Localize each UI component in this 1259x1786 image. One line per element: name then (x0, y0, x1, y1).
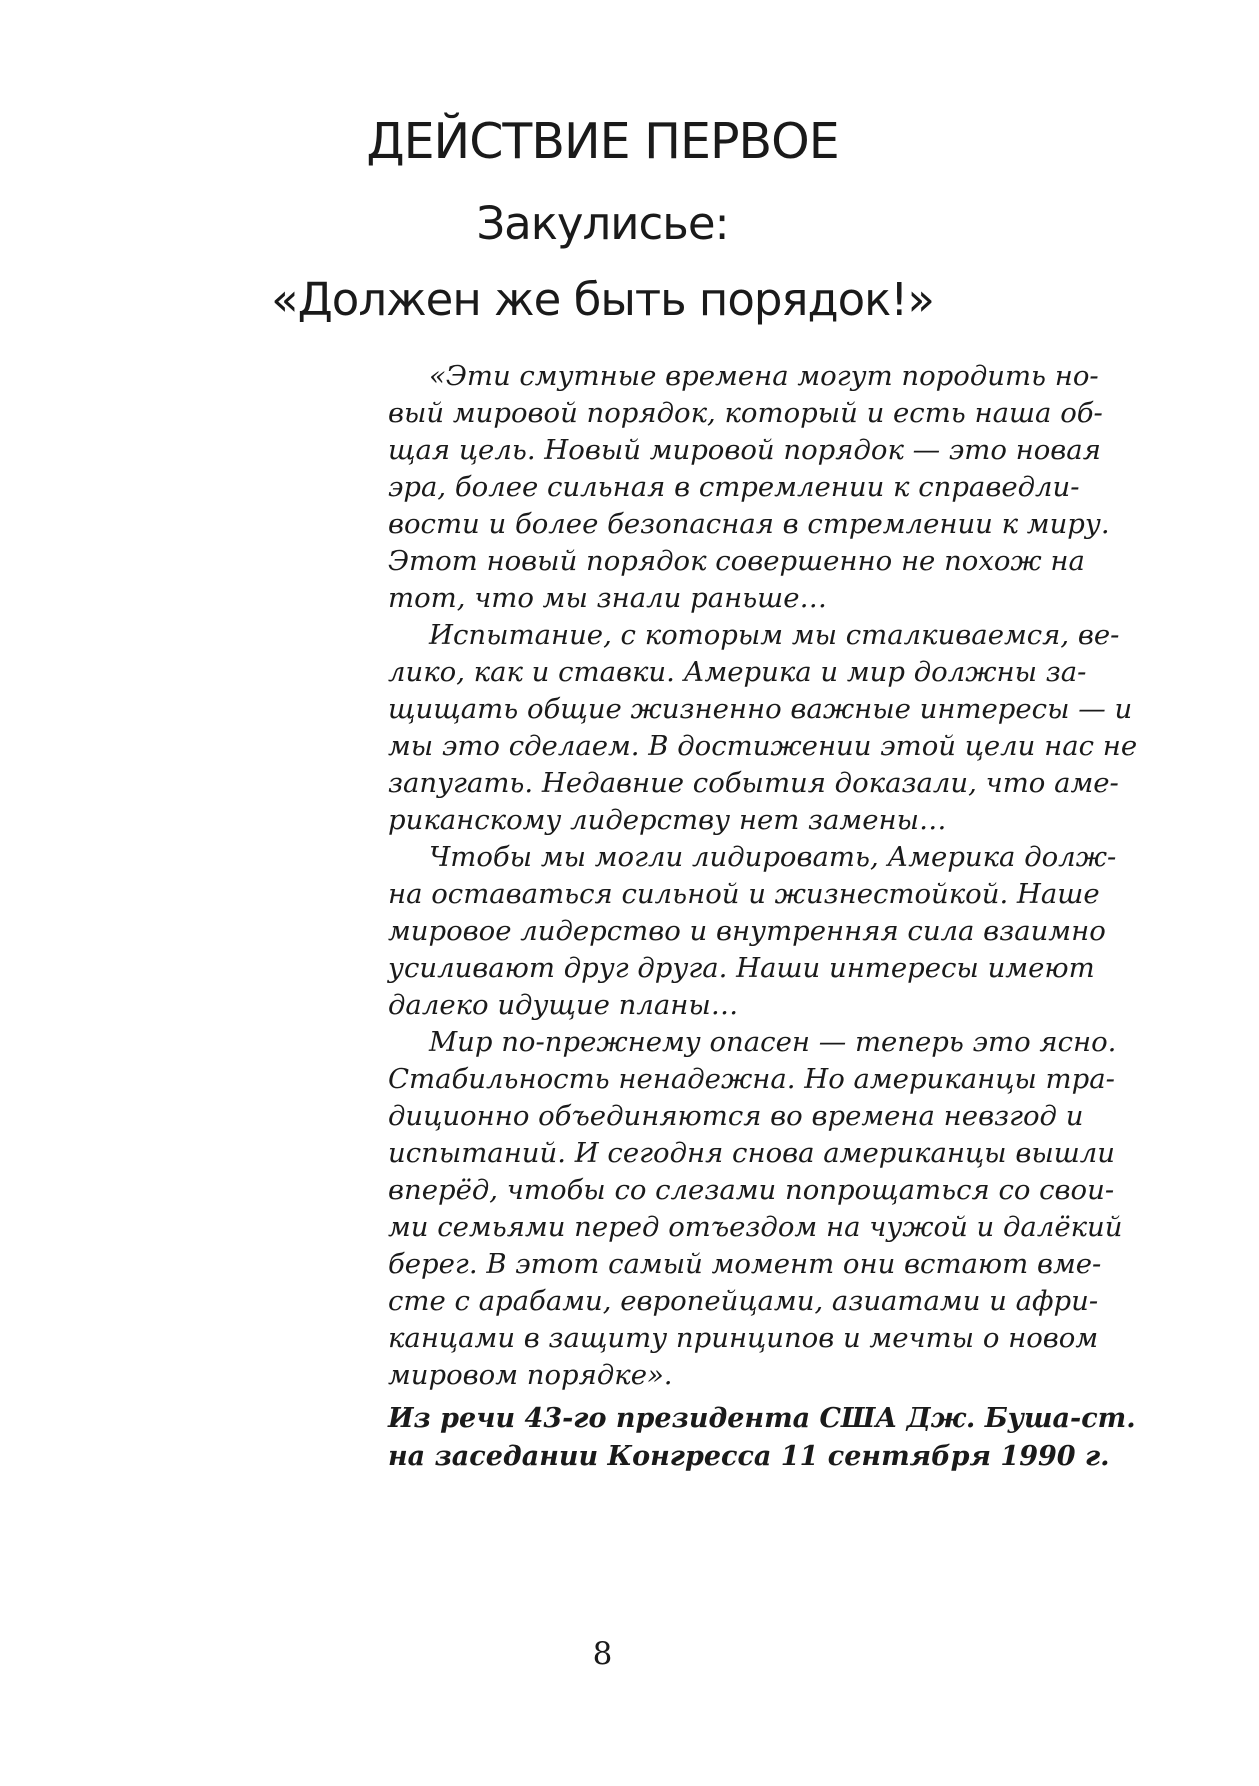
epigraph-line: вперёд, чтобы со слезами попрощаться со свои- (388, 1174, 1115, 1206)
chapter-subtitle-line-1: Закулисье: (476, 197, 729, 250)
epigraph-line: Испытание, с которым мы сталкиваемся, ве- (429, 619, 1120, 651)
epigraph-line: усиливают друг друга. Наши интересы имеют (388, 952, 1095, 984)
epigraph-quote (388, 358, 1138, 1394)
epigraph-line: Мир по-прежнему опасен — теперь это ясно. (429, 1026, 1117, 1058)
epigraph-line: берег. В этот самый момент они встают вме- (388, 1248, 1102, 1280)
epigraph-attribution (388, 1400, 1136, 1476)
epigraph-line: Стабильность ненадежна. Но американцы тра- (388, 1063, 1115, 1095)
epigraph-line: канцами в защиту принципов и мечты о новом (388, 1322, 1099, 1354)
attribution-line-1: Из речи 43-го президента США Дж. Буша-ст. (388, 1403, 1136, 1434)
epigraph-line: тот, что мы знали раньше… (388, 582, 827, 614)
epigraph-line: на оставаться сильной и жизнестойкой. Наше (388, 878, 1100, 910)
epigraph-line: Чтобы мы могли лидировать, Америка долж- (429, 841, 1117, 873)
epigraph-line: лико, как и ставки. Америка и мир должны за- (388, 656, 1087, 688)
epigraph-line: вости и более безопасная в стремлении к миру. (388, 508, 1110, 540)
epigraph-line: сте с арабами, европейцами, азиатами и афри- (388, 1285, 1099, 1317)
act-title: ДЕЙСТВИЕ ПЕРВОЕ (366, 113, 839, 170)
chapter-subtitle-line-2: «Должен же быть порядок!» (271, 273, 934, 326)
epigraph-line: щая цель. Новый мировой порядок — это новая (388, 434, 1101, 466)
attribution-line-2: на заседании Конгресса 11 сентября 1990 г. (388, 1441, 1110, 1472)
epigraph-line: мировом порядке». (388, 1359, 673, 1391)
epigraph-line: запугать. Недавние события доказали, что аме- (388, 767, 1119, 799)
epigraph-line: риканскому лидерству нет замены… (388, 804, 947, 836)
page-number: 8 (592, 1636, 613, 1672)
epigraph-line: эра, более сильная в стремлении к справедли- (388, 471, 1080, 503)
epigraph-line: «Эти смутные времена могут породить но- (429, 360, 1099, 392)
epigraph-line: вый мировой порядок, который и есть наша об- (388, 397, 1103, 429)
epigraph-line: диционно объединяются во времена невзгод и (388, 1100, 1084, 1132)
epigraph-line: щищать общие жизненно важные интересы — и (388, 693, 1133, 725)
epigraph-line: мировое лидерство и внутренняя сила взаимно (388, 915, 1106, 947)
epigraph-line: испытаний. И сегодня снова американцы вышли (388, 1137, 1115, 1169)
epigraph-line: ми семьями перед отъездом на чужой и далёкий (388, 1211, 1123, 1243)
epigraph-line: Этот новый порядок совершенно не похож на (388, 545, 1085, 577)
epigraph-line: мы это сделаем. В достижении этой цели нас не (388, 730, 1138, 762)
epigraph-line: далеко идущие планы… (388, 989, 739, 1021)
